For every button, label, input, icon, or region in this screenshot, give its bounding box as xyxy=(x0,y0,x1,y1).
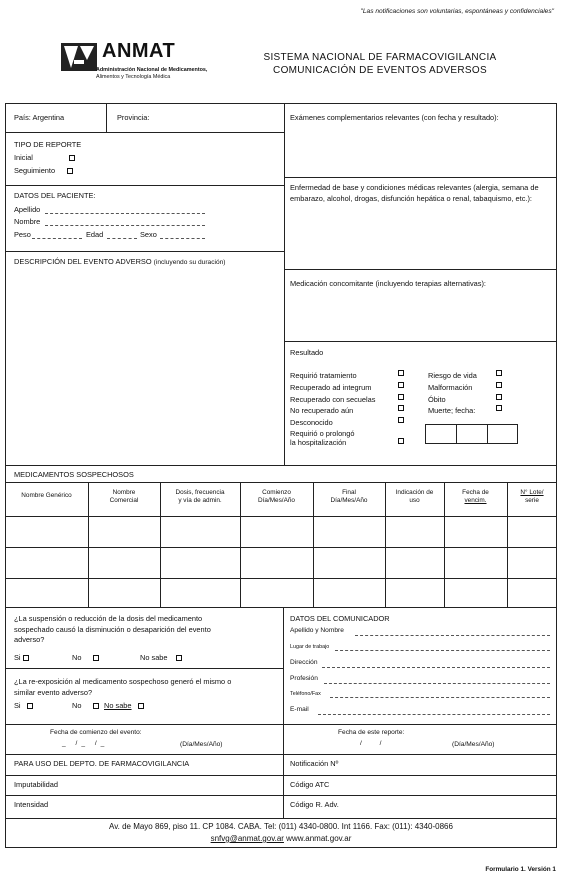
result-obito[interactable] xyxy=(428,394,508,406)
reporter-email-label: E-mail xyxy=(290,706,309,713)
exams-label: Exámenes complementarios relevantes (con fecha y resultado): xyxy=(290,113,499,122)
result-malformation-checkbox[interactable] xyxy=(496,382,502,388)
patient-age-label: Edad xyxy=(86,230,104,239)
event-description-title xyxy=(14,257,226,266)
result-obito-checkbox[interactable] xyxy=(496,394,502,400)
q2-no-label: No xyxy=(72,701,82,710)
q2-unknown-label: No sabe xyxy=(104,701,132,710)
imputability-label: Imputabilidad xyxy=(14,780,58,789)
result-recovered[interactable] xyxy=(290,382,408,394)
q1-no-checkbox[interactable] xyxy=(93,655,99,661)
reporter-profession-field[interactable] xyxy=(324,683,550,684)
q1-yes-checkbox[interactable] xyxy=(23,655,29,661)
result-malformation[interactable] xyxy=(428,382,508,394)
result-unknown-checkbox[interactable] xyxy=(398,417,404,423)
patient-surname-field[interactable] xyxy=(45,213,205,214)
col-brand-name xyxy=(88,489,160,505)
report-date-field[interactable]: / / xyxy=(360,740,390,747)
form-title: COMUNICACIÓN DE EVENTOS ADVERSOS xyxy=(273,65,487,76)
report-initial-option[interactable] xyxy=(14,153,75,162)
reporter-name-label: Apellido y Nombre xyxy=(290,627,344,634)
meds-row-2[interactable] xyxy=(6,548,556,577)
result-left-options xyxy=(290,370,408,447)
col-start-l2: Día/Mes/Año xyxy=(258,497,295,504)
patient-surname-label: Apellido xyxy=(14,205,41,214)
result-recovered-label: Recuperado ad integrum xyxy=(290,382,372,392)
col-lot-l1: N° Lote/ xyxy=(520,489,544,496)
result-recovered-checkbox[interactable] xyxy=(398,382,404,388)
col-start-l1: Comienzo xyxy=(262,489,291,496)
col-indication xyxy=(385,489,444,505)
ram-code-label: Código R. Adv. xyxy=(290,800,339,809)
col-indication-l2: uso xyxy=(409,497,420,504)
col-indication-l1: Indicación de xyxy=(395,489,434,496)
result-sequelae-label: Recuperado con secuelas xyxy=(290,394,376,404)
result-not-recovered-label: No recuperado aún xyxy=(290,406,354,416)
q2-line-1: ¿La re-exposición al medicamento sospechoso generó el mismo o xyxy=(14,677,232,686)
reporter-profession-label: Profesión xyxy=(290,675,318,682)
event-description-label: DESCRIPCIÓN DEL EVENTO ADVERSO xyxy=(14,257,152,266)
q2-unknown-option[interactable] xyxy=(104,701,144,710)
col-brand-name-l1: Nombre xyxy=(112,489,136,496)
col-expiry-l2: vencim. xyxy=(464,497,487,504)
question-dechallenge xyxy=(14,614,211,646)
q1-yes-label: Si xyxy=(14,653,21,662)
result-title: Resultado xyxy=(290,348,324,357)
col-end-l2: Día/Mes/Año xyxy=(330,497,368,504)
intensity-label: Intensidad xyxy=(14,800,49,809)
result-life-risk-label: Riesgo de vida xyxy=(428,371,477,380)
col-dose-l2: y vía de admin. xyxy=(178,497,222,504)
result-hospitalization[interactable] xyxy=(290,429,408,447)
q1-line-1: ¿La suspensión o reducción de la dosis del medicamento xyxy=(14,614,203,623)
q2-yes-label: Si xyxy=(14,701,21,710)
report-date-label: Fecha de este reporte: xyxy=(338,729,405,736)
col-generic-name-label: Nombre Genérico xyxy=(21,492,72,499)
reporter-phone-label: Teléfono/Fax xyxy=(290,691,321,697)
reporter-title: DATOS DEL COMUNICADOR xyxy=(290,614,390,623)
footer-address: Av. de Mayo 869, piso 11. CP 1084. CABA. Tel: (011) 4340-0800. Int 1166. Fax: (011): 4340-0866 xyxy=(109,822,453,831)
reporter-phone-field[interactable] xyxy=(330,697,550,698)
q1-line-3: adverso? xyxy=(14,635,45,645)
event-start-date-label: Fecha de comienzo del evento: xyxy=(50,729,142,736)
result-not-recovered[interactable] xyxy=(290,405,408,417)
system-title: SISTEMA NACIONAL DE FARMACOVIGILANCIA xyxy=(263,52,497,63)
province-label: Provincia: xyxy=(117,113,150,122)
result-life-risk[interactable] xyxy=(428,370,508,382)
q1-unknown-option[interactable] xyxy=(140,653,182,662)
report-initial-label: Inicial xyxy=(14,153,33,162)
atc-code-label: Código ATC xyxy=(290,780,330,789)
q1-no-label: No xyxy=(72,653,82,662)
col-end xyxy=(313,489,385,505)
result-sequelae-checkbox[interactable] xyxy=(398,394,404,400)
patient-name-field[interactable] xyxy=(45,225,205,226)
result-hosp-label-2: la hospitalización xyxy=(290,437,347,447)
col-start xyxy=(240,489,313,505)
patient-weight-field[interactable] xyxy=(32,238,82,239)
reporter-address-label: Dirección xyxy=(290,659,318,666)
result-death[interactable] xyxy=(428,405,508,417)
result-life-risk-checkbox[interactable] xyxy=(496,370,502,376)
q1-no-option[interactable] xyxy=(72,653,99,662)
notification-number-label: Notificación Nº xyxy=(290,759,339,768)
event-start-date-field[interactable]: _ /_ /_ xyxy=(62,740,109,747)
patient-weight-label: Peso xyxy=(14,230,31,239)
question-rechallenge xyxy=(14,677,231,698)
col-dose-l1: Dosis, frecuencia xyxy=(175,489,225,496)
patient-title: DATOS DEL PACIENTE: xyxy=(14,191,96,200)
q2-no-checkbox[interactable] xyxy=(93,703,99,709)
result-death-label: Muerte; fecha: xyxy=(428,406,476,416)
diseases-label: Enfermedad de base y condiciones médicas relevantes (alergia, semana de embarazo, alcohol, drogas, disfunción hepática o renal, tabaquismo, etc.): xyxy=(290,183,539,203)
anmat-logo-icon xyxy=(60,42,98,72)
q1-unknown-label: No sabe xyxy=(140,653,168,662)
q2-unknown-checkbox[interactable] xyxy=(138,703,144,709)
q1-yes-option[interactable] xyxy=(14,653,29,662)
q2-line-2: similar evento adverso? xyxy=(14,687,93,697)
col-generic-name xyxy=(5,492,88,500)
meds-row-1[interactable] xyxy=(6,517,556,546)
result-treatment-checkbox[interactable] xyxy=(398,370,404,376)
report-followup-checkbox[interactable] xyxy=(67,168,73,174)
event-start-date-format: (Día/Mes/Año) xyxy=(180,741,223,748)
form-version: Formulario 1. Versión 1 xyxy=(485,866,556,873)
logo-subtitle-2: Alimentos y Tecnología Médica xyxy=(96,74,171,80)
report-followup-option[interactable] xyxy=(14,166,73,175)
meds-title: MEDICAMENTOS SOSPECHOSOS xyxy=(14,470,134,479)
footer-email-link[interactable]: snfvg@anmat.gov.ar xyxy=(210,834,284,843)
footer-contact xyxy=(5,834,557,843)
col-expiry xyxy=(444,489,507,505)
result-not-recovered-checkbox[interactable] xyxy=(398,405,404,411)
col-end-l1: Final xyxy=(342,489,356,496)
meds-row-3[interactable] xyxy=(6,579,556,606)
reporter-workplace-field[interactable] xyxy=(335,650,550,651)
result-hosp-label-1: Requirió o prolongó xyxy=(290,428,355,438)
logo-name: ANMAT xyxy=(102,40,176,62)
death-date-field[interactable] xyxy=(425,424,518,444)
q2-no-option[interactable] xyxy=(72,701,99,710)
result-sequelae[interactable] xyxy=(290,394,408,406)
q1-unknown-checkbox[interactable] xyxy=(176,655,182,661)
result-unknown[interactable] xyxy=(290,417,408,429)
result-unknown-label: Desconocido xyxy=(290,418,333,428)
result-treatment-label: Requirió tratamiento xyxy=(290,371,357,380)
result-hospitalization-checkbox[interactable] xyxy=(398,438,404,444)
concomitant-label: Medicación concomitante (incluyendo terapias alternativas): xyxy=(290,279,486,288)
reporter-workplace-label: Lugar de trabajo xyxy=(290,644,330,650)
patient-sex-label: Sexo xyxy=(140,230,157,239)
result-malformation-label: Malformación xyxy=(428,382,473,392)
reporter-address-field[interactable] xyxy=(322,667,550,668)
event-description-note: (incluyendo su duración) xyxy=(153,259,226,266)
patient-sex-field[interactable] xyxy=(160,238,205,239)
patient-name-label: Nombre xyxy=(14,217,41,226)
confidentiality-note: "Las notificaciones son voluntarias, espontáneas y confidenciales" xyxy=(360,8,554,15)
dept-title: PARA USO DEL DEPTO. DE FARMACOVIGILANCIA xyxy=(14,759,190,768)
patient-age-field[interactable] xyxy=(107,238,137,239)
col-lot-l2: serie xyxy=(525,497,539,504)
q2-yes-option[interactable] xyxy=(14,701,33,710)
report-initial-checkbox[interactable] xyxy=(69,155,75,161)
col-brand-name-l2: Comercial xyxy=(109,497,139,504)
logo-subtitle-1: Administración Nacional de Medicamentos, xyxy=(96,67,208,73)
reporter-email-field[interactable] xyxy=(318,714,550,715)
footer-web-link[interactable]: www.anmat.gov.ar xyxy=(286,834,352,843)
result-treatment[interactable] xyxy=(290,370,408,382)
report-followup-label: Seguimiento xyxy=(14,166,56,175)
result-right-options xyxy=(428,370,508,417)
event-description-area[interactable] xyxy=(9,270,281,460)
col-lot xyxy=(507,489,557,505)
country-label: País: Argentina xyxy=(14,113,65,122)
result-obito-label: Óbito xyxy=(428,394,446,404)
report-date-format: (Día/Mes/Año) xyxy=(452,741,495,748)
reporter-name-field[interactable] xyxy=(355,635,550,636)
q2-yes-checkbox[interactable] xyxy=(27,703,33,709)
result-death-checkbox[interactable] xyxy=(496,405,502,411)
q1-line-2: sospechado causó la disminución o desaparición del evento xyxy=(14,624,211,634)
report-type-title: TIPO DE REPORTE xyxy=(14,140,82,149)
col-dose xyxy=(160,489,240,505)
col-expiry-l1: Fecha de xyxy=(462,489,489,496)
